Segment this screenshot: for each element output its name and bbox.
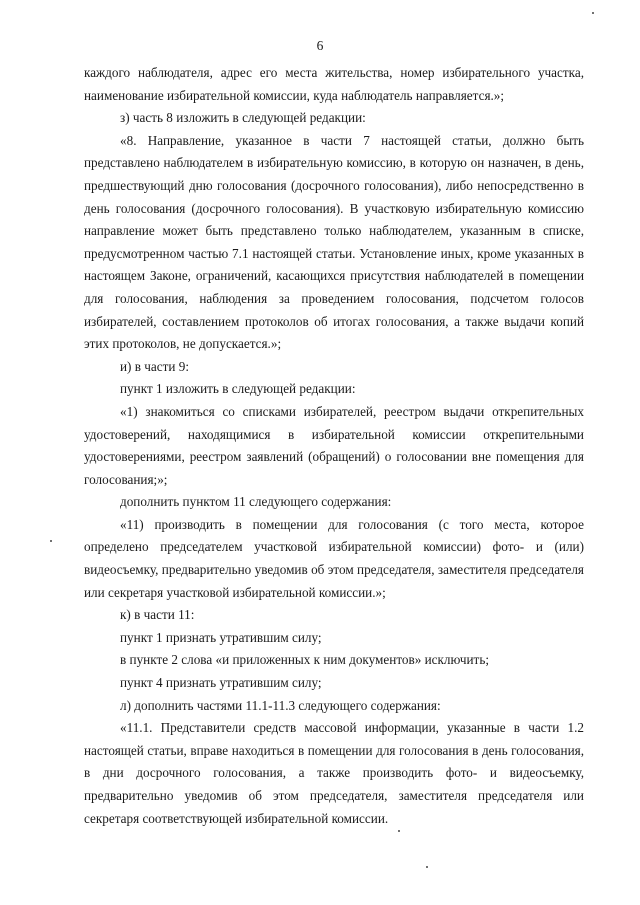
paragraph-point-1-edit: пункт 1 изложить в следующей редакции: <box>120 381 356 397</box>
scan-speck <box>426 866 428 868</box>
paragraph-point-1-void: пункт 1 признать утратившим силу; <box>120 629 322 645</box>
scan-speck <box>398 830 400 832</box>
paragraph-add-point-11: дополнить пунктом 11 следующего содержания: <box>120 494 392 510</box>
paragraph-part-11-1: «11.1. Представители средств массовой информации, указанные в части 1.2 настоящей статьи, вправе находиться в помещении для голосования в день голосования, в дни досрочного голосования, а также производить фото- и видеосъемку, предварительно уведомив об этом председателя, заместителя председателя или секретаря соответствующей избирательной комиссии. <box>84 720 584 826</box>
paragraph-part-8: «8. Направление, указанное в части 7 настоящей статьи, должно быть представлено наблюдателем в избирательную комиссию, в которую он назначен, в день, предшествующий дню голосования (досрочного голосования), либо непосредственно в день голосования (досрочного голосования). В участковую избирательную комиссию направление может быть представлено только наблюдателем, указанным в списке, предусмотренном частью 7.1 настоящей статьи. Установление иных, кроме указанных в настоящем Законе, ограничений, касающихся присутствия наблюдателей в помещении для голосования, наблюдения за проведением голосования, подсчетом голосов избирателей, составлением протоколов об итогах голосования, а также выдачи копий этих протоколов, не допускается.»; <box>84 132 584 352</box>
paragraph-item-k: к) в части 11: <box>120 607 195 623</box>
scan-speck <box>592 12 594 14</box>
paragraph-point-2-words: в пункте 2 слова «и приложенных к ним документов» исключить; <box>120 652 489 668</box>
page-number: 6 <box>316 38 324 53</box>
paragraph-item-z: з) часть 8 изложить в следующей редакции: <box>120 110 366 126</box>
paragraph-observer-address: каждого наблюдателя, адрес его места жительства, номер избирательного участка, наименование избирательной комиссии, куда наблюдатель направляется.»; <box>84 65 584 103</box>
document-body <box>84 62 584 830</box>
paragraph-item-i: и) в части 9: <box>120 358 189 374</box>
paragraph-point-1-text: «1) знакомиться со списками избирателей, реестром выдачи открепительных удостоверений, находящимися в избирательной комиссии открепительными удостоверениями, реестром заявлений (обращений) о голосовании вне помещения для голосования;»; <box>84 403 584 487</box>
scan-speck <box>50 540 52 542</box>
paragraph-item-l: л) дополнить частями 11.1-11.3 следующего содержания: <box>120 697 441 713</box>
paragraph-point-11-text: «11) производить в помещении для голосования (с того места, которое определено председателем участковой избирательной комиссии) фото- и (или) видеосъемку, предварительно уведомив об этом председателя, заместителя председателя или секретаря участковой избирательной комиссии.»; <box>84 516 584 600</box>
paragraph-point-4-void: пункт 4 признать утратившим силу; <box>120 675 322 691</box>
